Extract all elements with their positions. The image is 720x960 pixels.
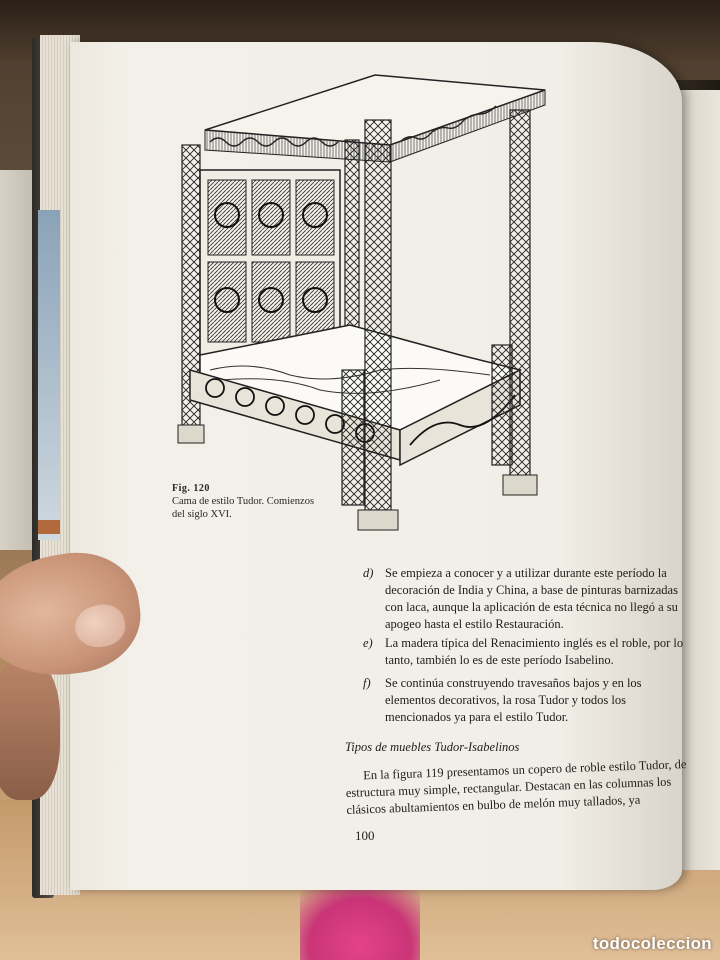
list-item [363,635,688,669]
pink-cloth [300,890,420,960]
list-item-text: Se continúa construyendo travesaños bajos y en los elementos decorativos, la rosa Tudor y todos los mencionados ya para el estilo Tudor. [385,676,642,724]
spine-accent [38,520,60,534]
figure-label: Fig. 120 [172,483,210,494]
list-item-text: La madera típica del Renacimiento inglés es el roble, por lo tanto, también lo es de este período Isabelino. [385,636,684,667]
list-item-letter: f) [363,676,371,690]
figure-caption [172,482,322,521]
figure-caption-text: Cama de estilo Tudor. Comienzos del siglo XVI. [172,496,315,520]
section-heading: Tipos de muebles Tudor-Isabelinos [345,740,520,754]
list-item-letter: d) [363,566,374,580]
page-number: 100 [355,828,375,843]
hand [0,660,60,800]
list-item-text: Se empieza a conocer y a utilizar durante este período la decoración de India y China, a base de pinturas barnizadas con laca, aunque la aplicación de esta técnica no llegó a su apogeo hasta el estilo Restauración. [385,566,678,631]
list-item [363,565,688,633]
body-paragraph: En la figura 119 presentamos un copero de roble estilo Tudor, de estructura muy simple, rectangular. Destacan en las columnas los clásicos abultamientos en bulbo de melón muy tallados, ya [345,757,687,817]
list-item-letter: e) [363,636,373,650]
watermark: todocoleccion [592,934,712,953]
spine-label [38,210,60,540]
list-item [363,675,688,726]
tudor-bed-illustration [170,70,570,535]
